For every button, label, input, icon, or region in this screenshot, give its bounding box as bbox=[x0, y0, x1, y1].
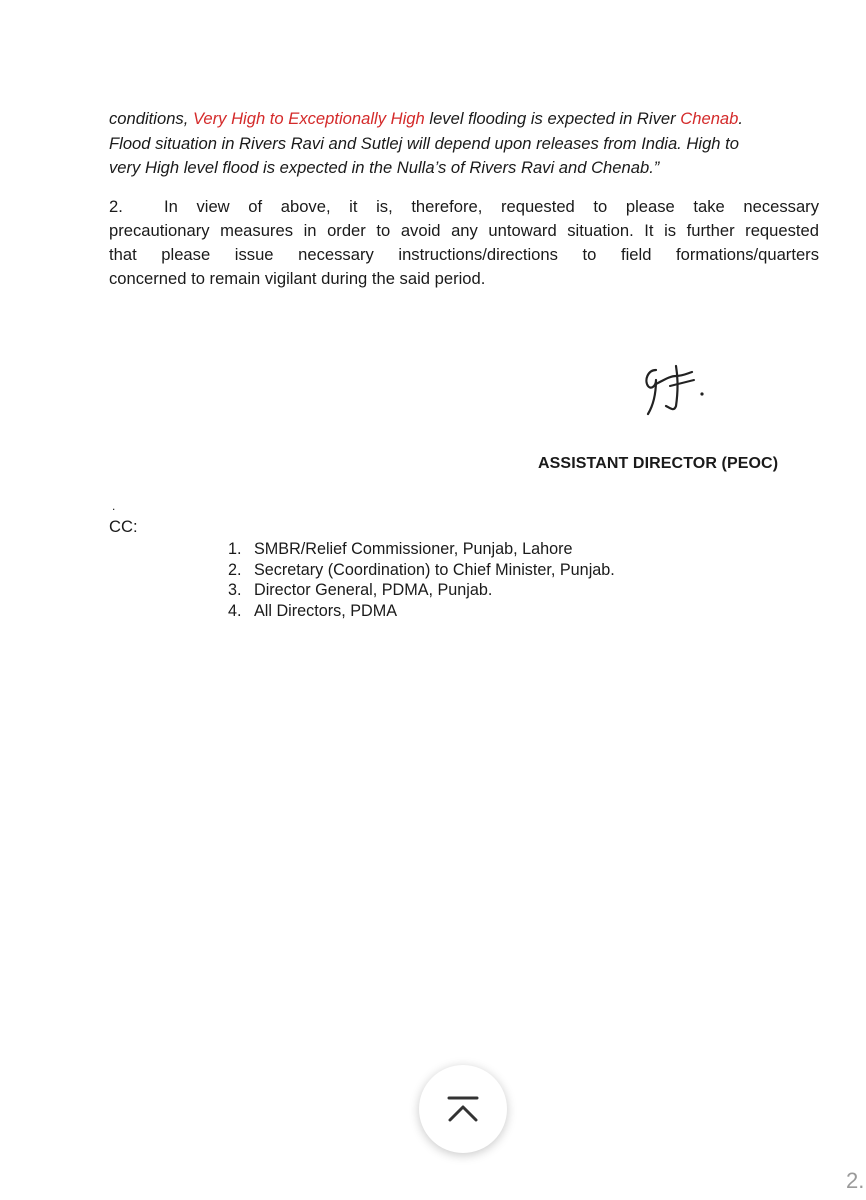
text-segment: In view of above, it is, therefore, requested to please take necessary bbox=[164, 197, 819, 216]
signature bbox=[636, 362, 716, 418]
highlight-river-chenab: Chenab bbox=[680, 109, 739, 128]
paragraph-2-line-1 bbox=[109, 195, 819, 219]
list-item bbox=[228, 560, 615, 581]
list-number: 4. bbox=[228, 601, 242, 620]
signatory-designation: ASSISTANT DIRECTOR (PEOC) bbox=[538, 455, 779, 472]
paragraph-1-line-1 bbox=[109, 107, 821, 132]
cc-label: CC: bbox=[109, 517, 138, 536]
text-segment: level flooding is expected in River bbox=[424, 109, 681, 128]
paragraph-2-line-3: that please issue necessary instructions/directions to field formations/quarters bbox=[109, 245, 819, 264]
cc-list bbox=[228, 539, 615, 621]
scroll-to-top-icon bbox=[446, 1095, 480, 1123]
list-text: Secretary (Coordination) to Chief Minister, Punjab. bbox=[254, 560, 615, 579]
paragraph-2-line-2: precautionary measures in order to avoid any untoward situation. It is further requested bbox=[109, 221, 819, 240]
paragraph-number: 2. bbox=[109, 197, 123, 216]
paragraph-2 bbox=[109, 195, 819, 291]
paragraph-1 bbox=[109, 107, 821, 181]
list-number: 2. bbox=[228, 560, 242, 579]
list-item bbox=[228, 601, 615, 622]
paragraph-2-line-4: concerned to remain vigilant during the said period. bbox=[109, 269, 486, 288]
stray-dot: . bbox=[112, 499, 116, 513]
page-number: 2. bbox=[846, 1168, 865, 1193]
paragraph-1-line-3: very High level flood is expected in the Nulla’s of Rivers Ravi and Chenab.” bbox=[109, 158, 660, 177]
list-text: Director General, PDMA, Punjab. bbox=[254, 581, 493, 599]
list-text: SMBR/Relief Commissioner, Punjab, Lahore bbox=[254, 540, 573, 558]
list-text: All Directors, PDMA bbox=[254, 601, 398, 620]
list-number: 1. bbox=[228, 540, 242, 558]
list-item bbox=[228, 539, 615, 560]
list-item bbox=[228, 580, 615, 601]
scroll-to-top-button[interactable] bbox=[419, 1065, 507, 1153]
list-number: 3. bbox=[228, 581, 242, 599]
highlight-flood-level: Very High to Exceptionally High bbox=[192, 109, 425, 128]
paragraph-1-line-2: Flood situation in Rivers Ravi and Sutlej will depend upon releases from India. High to bbox=[109, 133, 739, 153]
text-segment: . bbox=[738, 109, 744, 128]
text-segment: conditions, bbox=[109, 109, 193, 128]
